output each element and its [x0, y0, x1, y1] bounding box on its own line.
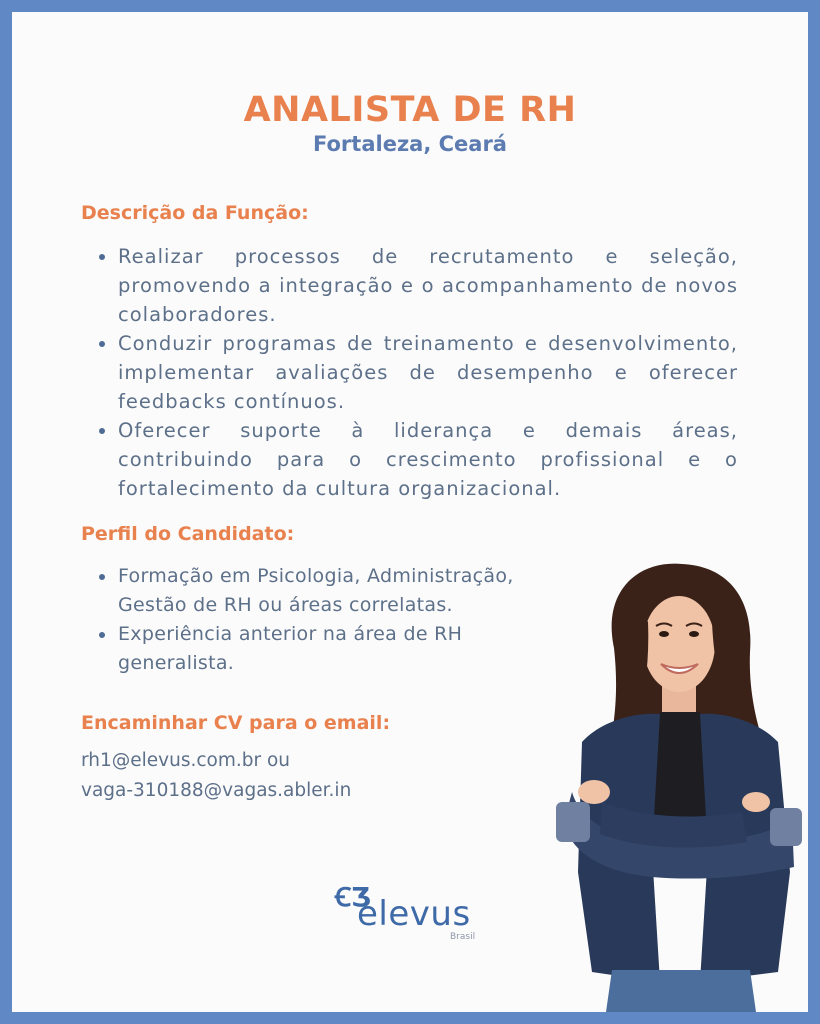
job-location: Fortaleza, Ceará: [313, 132, 507, 156]
profile-heading: Perfil do Candidato:: [81, 523, 295, 545]
email-line-1[interactable]: rh1@elevus.com.br ou: [81, 750, 291, 771]
logo-subtitle: Brasil: [450, 932, 476, 942]
elevus-logo: [335, 874, 485, 944]
email-line-2[interactable]: vaga-310188@vagas.abler.in: [81, 780, 352, 801]
list-item: Formação em Psicologia, Administração, Gestão de RH ou áreas correlatas.: [98, 562, 568, 620]
list-item: Conduzir programas de treinamento e desenvolvimento, implementar avaliações de desempenho e oferecer feedbacks contínuos.: [98, 329, 738, 416]
job-title: ANALISTA DE RH: [243, 90, 577, 130]
apply-heading: Encaminhar CV para o email:: [81, 712, 391, 734]
description-list: [98, 242, 738, 503]
candidate-photo-illustration: [542, 552, 808, 1012]
list-item: Oferecer suporte à liderança e demais áreas, contribuindo para o crescimento profissional e o fortalecimento da cultura organizacional.: [98, 416, 738, 503]
list-item: Realizar processos de recrutamento e seleção, promovendo a integração e o acompanhamento de novos colaboradores.: [98, 242, 738, 329]
profile-list: [98, 562, 568, 678]
list-item: Experiência anterior na área de RH generalista.: [98, 620, 568, 678]
job-card: [12, 12, 808, 1012]
logo-wordmark: elevus: [357, 894, 471, 934]
email-block: [81, 746, 351, 806]
logo-mark-icon: ꞒƷ: [335, 883, 372, 913]
description-heading: Descrição da Função:: [81, 202, 309, 224]
